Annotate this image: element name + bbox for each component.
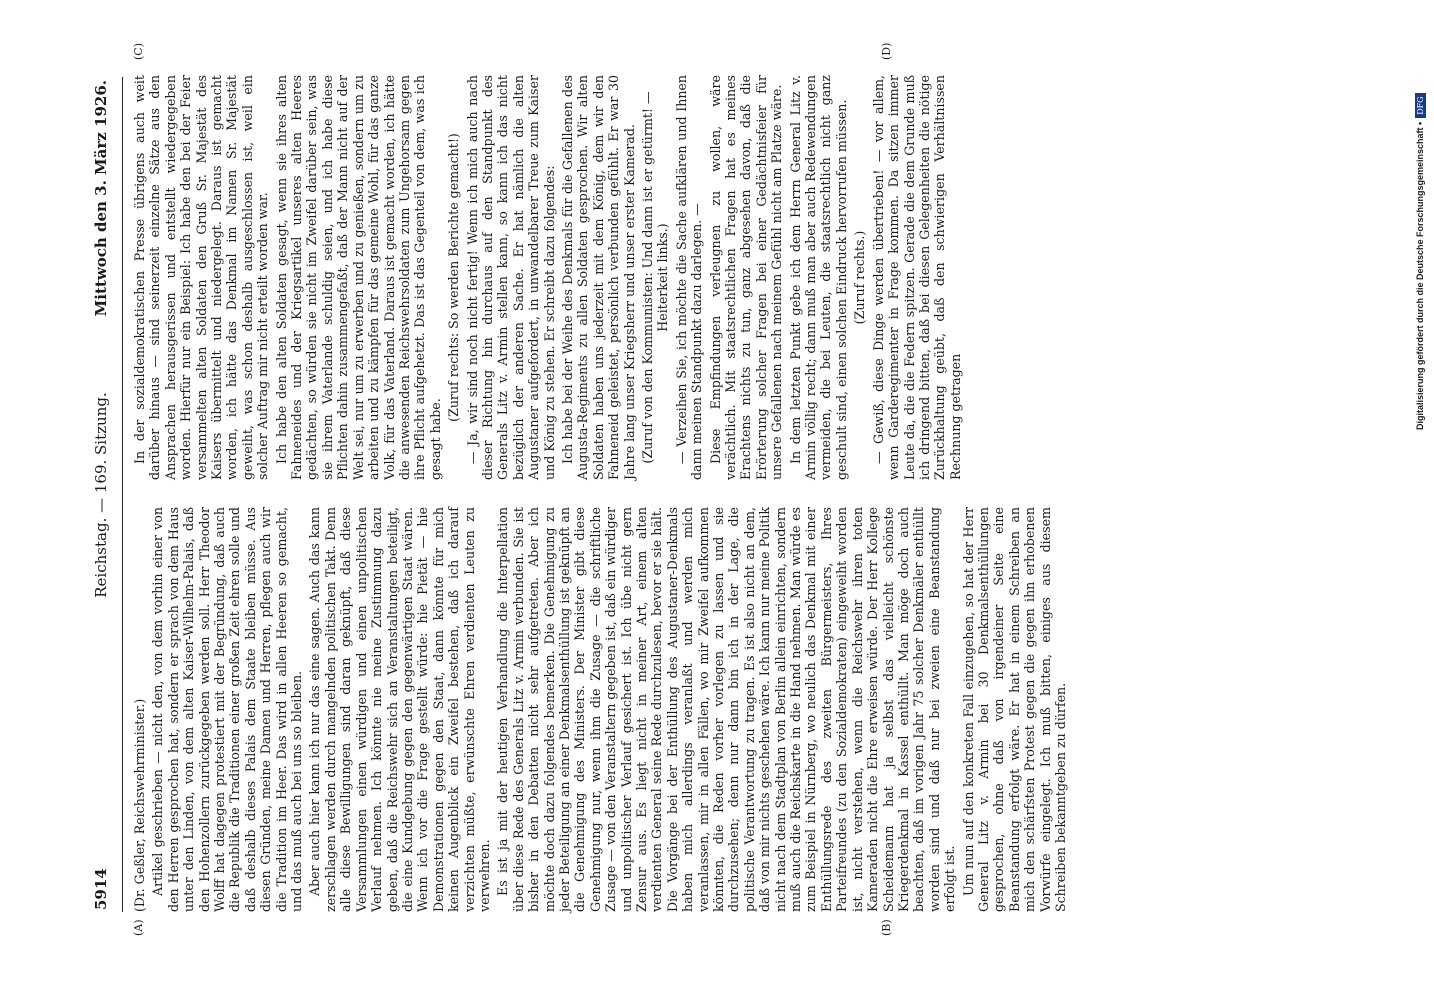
paragraph: Es ist ja mit der heutigen Verhandlung die Interpellation über diese Rede des Generals Litz v. Armin verbunden. Sie ist bisher in den Debatten nicht sehr aufgetreten. Aber ich möchte doch dazu folgendes bemerken. Die Genehmigung zu jeder Beteiligung an einer Denkmalsenthüllung ist geknüpft an die Genehmigung des Ministers. Der Minister gibt diese Genehmigung nur, wenn ihm die Zusage — die schriftliche Zusage — von den Veranstaltern gegeben ist, daß ein würdiger und unpolitischer Verlauf gesichert ist. Ich übe nicht gern Zensur aus. Es liegt nicht in meiner Art, einem alten verdienten General seine Rede durchzulesen, bevor er sie hält. Die Vorgänge bei der Enthüllung des Augustaner-Denkmals haben mich allerdings veranlaßt und werden mich veranlassen, mir in allen Fällen, wo mir Zweifel aufkommen könnten, die Reden vorher vorlegen zu lassen und sie durchzusehen; denn nur dann bin ich in der Lage, die politische Verantwortung zu tragen. Es ist also nicht an dem, daß von mir nichts geschehen wäre. Ich kann nur meine Politik nicht nach dem Stadtplan von Berlin allein einrichten, sondern muß auch die Reichskarte in die Hand nehmen. Man würde es zum Beispiel in Nürnberg, wo neulich das Denkmal mit einer Enthüllungsrede des zweiten Bürgermeisters, Ihres Parteifreundes (zu den Sozialdemokraten) eingeweiht worden ist, nicht verstehen, wenn die Reichswehr ihren toten Kameraden nicht die Ehre erweisen würde. Der Herr Kollege Scheidemann hat ja selbst das vielleicht schönste Kriegerdenkmal in Kassel enthüllt. Man möge doch auch beachten, daß im vorigen Jahr 75 solcher Denkmäler enthüllt worden sind und daß nur bei zweien eine Beanstandung erfolgt ist.: [495, 507, 958, 912]
paragraph: Um nun auf den konkreten Fall einzugehen, so hat der Herr General Litz v. Armin bei 30 Denkmalsenthüllungen gesprochen, ohne daß von irgendeiner Seite eine Beanstandung erfolgt wäre. Er hat in einem Schreiben an mich den schärfsten Protest gegen die gegen ihn erhobenen Vorwürfe eingelegt. Ich muß bitten, einiges aus diesem Schreiben bekanntgeben zu dürfen.: [960, 507, 1068, 912]
credit-text: Digitalisierung gefördert durch die Deutsche Forschungsgemeinschaft •: [1415, 121, 1425, 430]
paragraph: Artikel geschrieben — nicht den, von dem vorhin einer von den Herren gesprochen hat, sondern er sprach von dem Haus unter den Linden, von dem alten Kaiser-Wilhelm-Palais, daß den Hohenzollern zurückgegeben werden soll. Herr Theodor Wolff hat dagegen protestiert mit der Begründung, daß auch die Republik die Traditionen einer großen Zeit ehren solle und daß deshalb dieses Palais dem Staate bleiben müsse. Aus diesen Gründen, meine Damen und Herren, pflegen auch wir die Tradition im Heer. Das wird in allen Heeren so gemacht, und das muß auch bei uns so bleiben.: [150, 507, 305, 912]
paragraph: — Ja, wir sind noch nicht fertig! Wenn ich mich auch nach dieser Richtung hin durchaus auf den Standpunkt des Generals Litz v. Armin stellen kann, so kann ich das nicht bezüglich der anderen Sache. Er hat nämlich die alten Augustaner aufgefordert, in unwandelbarer Treue zum Kaiser und König zu stehen. Er schreibt dazu folgendes:: [464, 75, 557, 480]
digitization-credit: [1412, 10, 1428, 430]
session-title: Reichstag. — 169. Sitzung.: [92, 392, 110, 598]
header-rule: [122, 77, 123, 912]
paragraph: Ich habe den alten Soldaten gesagt, wenn sie ihres alten Fahneneides und der Kriegsartikel unseres alten Heeres gedächten, so würden sie nicht im Zweifel darüber sein, was sie ihrem Vaterlande schuldig seien, und ich habe diese Pflichten dahin zusammengefaßt, daß der Mann nicht auf der Welt sei, nur um zu erwerben und zu genießen, sondern um zu arbeiten und zu kämpfen für das gemeine Wohl, für das ganze Volk, für das Vaterland. Daraus ist gemacht worden, ich hätte die anwesenden Reichswehrsoldaten zum Ungehorsam gegen ihre Pflicht aufgehetzt. Das ist das Gegenteil von dem, was ich gesagt habe.: [273, 75, 443, 480]
dfg-logo: DFG: [1415, 93, 1426, 117]
interjection: (Zuruf rechts.): [852, 230, 868, 325]
margin-marker-b: (B): [880, 919, 893, 936]
interjection: (Zuruf von den Kommunisten: Und dann ist er getürmt! — Heiterkeit links.): [640, 91, 671, 464]
session-date: Mittwoch den 3. März 1926.: [92, 80, 110, 317]
paragraph: Diese Empfindungen verleugnen zu wollen, wäre verächtlich. Mit staatsrechtlichen Fragen hat es meines Erachtens nichts zu tun, ganz abgesehen davon, daß die Erörterung solcher Fragen bei einer Gedächtnisfeier für unsere Gefallenen nach meinem Gefühl nicht am Platze wäre.: [707, 75, 785, 480]
paragraph: Ich habe bei der Weihe des Denkmals für die Gefallenen des Augusta-Regiments zu allen Soldaten gesprochen. Wir alten Soldaten haben uns jederzeit mit dem König, dem wir den Fahneneid geleistet, persönlich verbunden gefühlt. Er war 30 Jahre lang unser Kriegsherr und unser erster Kamerad.: [559, 75, 637, 480]
left-column: [132, 507, 1071, 912]
margin-marker-a: (A): [132, 919, 145, 936]
margin-marker-c: (C): [132, 43, 145, 60]
right-column: [132, 75, 966, 480]
paragraph: — Gewiß, diese Dinge werden übertrieben! — vor allem, wenn Garderegimenter in Frage kommen. Da sitzen immer Leute da, die die Federn spitzen. Gerade die dem Grunde muß ich dringend bitten, daß bei diesen Gelegenheiten die nötige Zurückhaltung geübt, daß den schwierigen Verhältnissen Rechnung getragen: [870, 75, 963, 480]
paragraph: In dem letzten Punkt gebe ich dem Herrn General Litz v. Armin völlig recht; dann muß man aber auch Redewendungen vermeiden, die bei Leuten, die staatsrechtlich nicht ganz geschult sind, einen solchen Eindruck hervorrufen müssen.: [787, 75, 849, 480]
page-number: 5914: [92, 868, 110, 910]
paragraph: Aber auch hier kann ich nur das eine sagen. Auch das kann zerschlagen werden durch mangelnden politischen Takt. Denn alle diese Bewilligungen sind daran geknüpft, daß diese Versammlungen einen würdigen und einen unpolitischen Verlauf nehmen. Ich könnte nie meine Zustimmung dazu geben, daß die Reichswehr sich an Veranstaltungen beteiligt, die eine Kundgebung gegen den gegenwärtigen Staat wären. Wenn ich vor die Frage gestellt würde: hie Pietät — hie Demonstrationen gegen den Staat, dann könnte für mich keinen Augenblick ein Zweifel bestehen, daß ich darauf verzichten müßte, erwünschte Ehren verdienten Leuten zu verwehren.: [307, 507, 492, 912]
speaker-line: (Dr. Geßler, Reichswehrminister.): [132, 698, 147, 912]
paragraph: In der sozialdemokratischen Presse übrigens auch weit darüber hinaus — sind seinerzeit einzelne Sätze aus den Ansprachen herausgerissen und entstellt wiedergegeben worden. Hierfür nur ein Beispiel: Ich habe den bei der Feier versammelten alten Soldaten den Gruß Sr. Majestät des Kaisers übermittelt und niedergelegt. Daraus ist gemacht worden, ich hätte das Denkmal im Namen Sr. Majestät geweiht, was schon deshalb ausgeschlossen ist, weil ein solcher Auftrag mir nicht erteilt worden war.: [132, 75, 271, 480]
paragraph: — Verzeihen Sie, ich möchte die Sache aufklären und Ihnen dann meinen Standpunkt dazu darlegen. —: [673, 75, 705, 480]
interjection: (Zuruf rechts: So werden Berichte gemacht!): [446, 133, 462, 422]
margin-marker-d: (D): [880, 42, 893, 60]
page-header: [92, 80, 118, 910]
